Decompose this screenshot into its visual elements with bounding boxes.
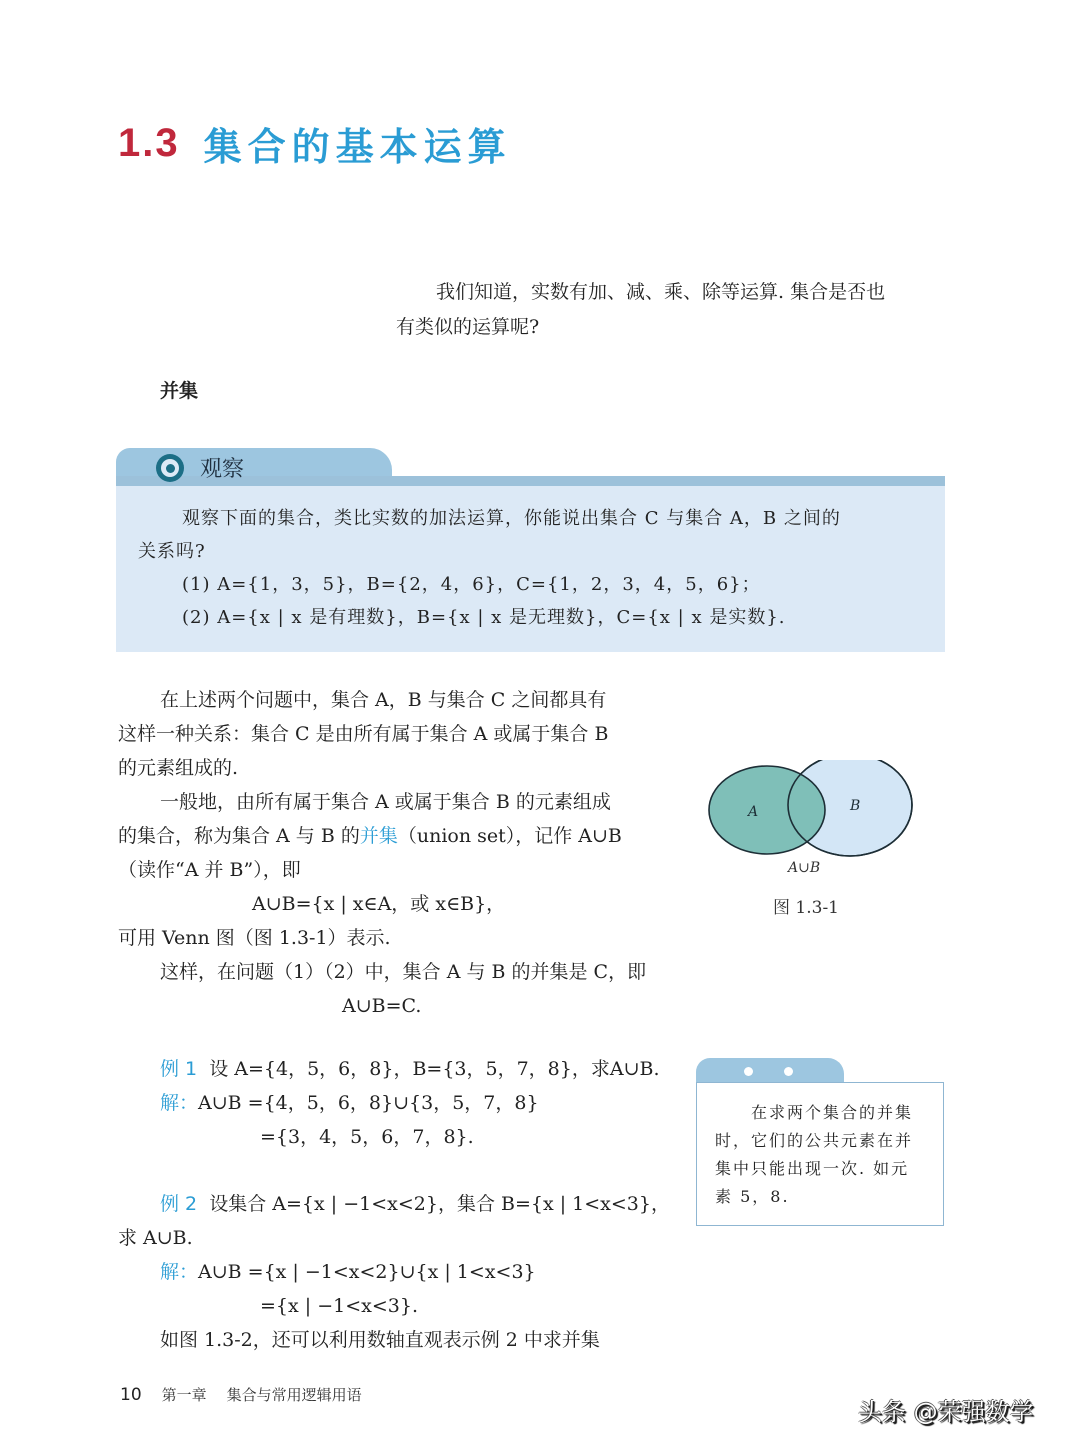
observe-item-1: (1) A={1，3，5}，B={2，4，6}，C={1，2，3，4，5，6}； <box>182 574 761 595</box>
text-line <box>118 819 678 853</box>
solution-step: A∪B ={x | −1<x<2}∪{x | 1<x<3} <box>198 1261 536 1283</box>
example-2 <box>118 1187 678 1357</box>
venn-label-union: A∪B <box>788 860 821 876</box>
example-1-solution-line <box>118 1086 678 1120</box>
text-line: 在上述两个问题中，集合 A，B 与集合 C 之间都具有 <box>160 689 607 711</box>
union-result-formula: A∪B=C. <box>342 995 422 1017</box>
solution-step: ={x | −1<x<3}. <box>260 1295 418 1317</box>
dot-icon <box>784 1067 793 1076</box>
intro-line-2: 有类似的运算呢? <box>396 316 540 338</box>
example-2-solution-line <box>118 1255 678 1289</box>
section-title-text: 集合的基本运算 <box>203 124 512 169</box>
observe-box <box>116 448 945 652</box>
page-number: 10 <box>120 1385 142 1405</box>
subsection-heading: 并集 <box>160 380 199 402</box>
watermark: 头条 @荣强数学 <box>858 1398 1034 1426</box>
observe-paragraph-line-1: 观察下面的集合，类比实数的加法运算，你能说出集合 C 与集合 A，B 之间的 <box>182 508 841 529</box>
example-question: 设 A={4，5，6，8}，B={3，5，7，8}，求A∪B. <box>209 1058 660 1080</box>
venn-label-a: A <box>748 804 759 820</box>
intro-line-1: 我们知道，实数有加、减、乘、除等运算. 集合是否也 <box>436 281 886 303</box>
section-title <box>118 118 512 168</box>
union-formula: A∪B={x | x∈A，或 x∈B}， <box>252 893 506 915</box>
union-definition-text <box>118 683 678 1023</box>
key-term-union: 并集 <box>359 825 398 847</box>
observe-label: 观察 <box>200 457 245 482</box>
figure-caption: 图 1.3-1 <box>773 898 839 918</box>
intro-paragraph <box>396 275 956 345</box>
example-question-cont: 求 A∪B. <box>118 1227 193 1249</box>
note-line: 时，它们的公共元素在并 <box>715 1131 914 1150</box>
solution-step: ={3，4，5，6，7，8}. <box>260 1126 474 1148</box>
text-line: （读作“A 并 B”），即 <box>118 859 301 881</box>
note-text <box>715 1099 929 1211</box>
note-line: 在求两个集合的并集 <box>751 1103 914 1122</box>
observe-paragraph-line-2: 关系吗? <box>138 541 206 562</box>
target-icon <box>156 454 184 482</box>
example-label: 例 2 <box>160 1193 198 1215</box>
note-body <box>696 1082 944 1226</box>
note-line: 素 5，8. <box>715 1187 790 1206</box>
solution-step: A∪B ={4，5，6，8}∪{3，5，7，8} <box>198 1092 539 1114</box>
text-fragment: 的集合，称为集合 A 与 B 的 <box>118 825 360 847</box>
solution-label: 解： <box>160 1261 199 1283</box>
text-line: 的元素组成的. <box>118 757 239 779</box>
chapter-number: 第一章 <box>161 1386 207 1404</box>
observe-text <box>138 502 938 634</box>
page-footer <box>120 1384 362 1405</box>
example-1 <box>118 1052 678 1154</box>
dot-icon <box>744 1067 753 1076</box>
section-number: 1.3 <box>118 120 180 165</box>
chapter-title: 集合与常用逻辑用语 <box>226 1386 362 1404</box>
note-line: 集中只能出现一次. 如元 <box>715 1159 910 1178</box>
example-2-question-line <box>118 1187 678 1221</box>
text-line: 一般地，由所有属于集合 A 或属于集合 B 的元素组成 <box>160 791 611 813</box>
text-line: 这样，在问题（1）（2）中，集合 A 与 B 的并集是 C，即 <box>160 961 647 983</box>
text-line: 这样一种关系：集合 C 是由所有属于集合 A 或属于集合 B <box>118 723 609 745</box>
solution-label: 解： <box>160 1092 199 1114</box>
venn-label-b: B <box>850 798 861 814</box>
example-label: 例 1 <box>160 1058 198 1080</box>
example-question: 设集合 A={x | −1<x<2}，集合 B={x | 1<x<3}， <box>209 1193 670 1215</box>
side-note <box>696 1058 944 1226</box>
text-line: 如图 1.3-2，还可以利用数轴直观表示例 2 中求并集 <box>160 1329 600 1351</box>
text-line: 可用 Venn 图（图 1.3-1）表示. <box>118 927 391 949</box>
observe-item-2: (2) A={x | x 是有理数}，B={x | x 是无理数}，C={x | x 是实数}. <box>182 607 786 628</box>
text-fragment: （union set），记作 A∪B <box>397 825 622 847</box>
example-1-question-line <box>118 1052 678 1086</box>
